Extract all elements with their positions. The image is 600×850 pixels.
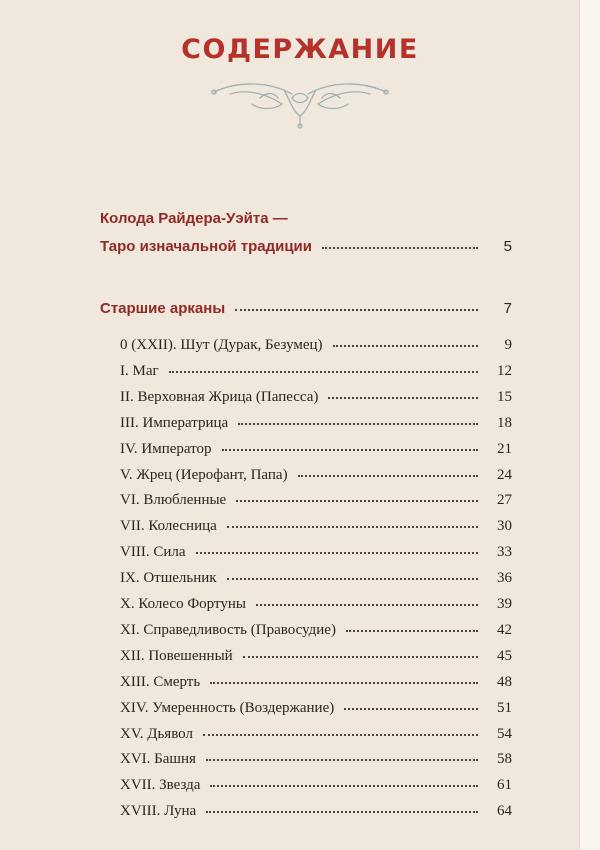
dot-leader bbox=[227, 525, 478, 528]
toc-entry-label: X. Колесо Фортуны bbox=[120, 596, 246, 612]
toc-entry-label: VIII. Сила bbox=[120, 544, 186, 561]
toc-entry-label: I. Маг bbox=[120, 362, 159, 379]
page-number: 9 bbox=[504, 337, 512, 353]
toc-entry-label: 0 (XXII). Шут (Дурак, Безумец) bbox=[120, 337, 323, 353]
toc-entry-label: XI. Справедливость (Правосудие) bbox=[120, 621, 336, 638]
dot-leader bbox=[210, 784, 478, 787]
dot-leader bbox=[346, 629, 478, 632]
toc-entry-label: XVIII. Луна bbox=[120, 803, 197, 820]
toc-entry[interactable] bbox=[120, 777, 512, 794]
toc-entry-label: III. Императрица bbox=[120, 414, 229, 431]
toc-entry-label: V. Жрец (Иерофант, Папа) bbox=[120, 466, 288, 483]
page-number: 58 bbox=[497, 751, 512, 768]
page-number: 61 bbox=[497, 777, 512, 794]
toc-section-major-arcana[interactable] bbox=[100, 300, 512, 317]
page-title: СОДЕРЖАНИЕ bbox=[181, 34, 419, 65]
page-number: 33 bbox=[497, 544, 512, 561]
page-number: 21 bbox=[497, 440, 512, 457]
dot-leader bbox=[243, 655, 478, 658]
page-number: 36 bbox=[497, 570, 512, 587]
toc-entry-label: II. Верховная Жрица (Папесса) bbox=[120, 388, 319, 405]
toc-entry-label: XIV. Умеренность (Воздержание) bbox=[120, 699, 335, 716]
toc-entry[interactable] bbox=[120, 751, 512, 768]
page-number: 42 bbox=[497, 621, 512, 638]
toc-entry[interactable] bbox=[120, 648, 512, 665]
section-title-line1: Колода Райдера-Уэйта — bbox=[100, 210, 288, 227]
page-number: 15 bbox=[497, 388, 512, 405]
toc-entry[interactable] bbox=[120, 492, 512, 509]
page-number: 24 bbox=[497, 466, 512, 483]
page-number: 12 bbox=[497, 362, 512, 379]
dot-leader bbox=[196, 551, 479, 554]
page-number: 48 bbox=[497, 673, 512, 690]
dot-leader bbox=[344, 707, 478, 710]
toc-entry[interactable] bbox=[120, 467, 512, 484]
dot-leader bbox=[328, 396, 478, 399]
toc-entry[interactable] bbox=[120, 441, 512, 458]
toc-entry-label: XVII. Звезда bbox=[120, 777, 201, 794]
dot-leader bbox=[236, 499, 478, 502]
page-number: 27 bbox=[497, 492, 512, 509]
toc-entry-label: XIII. Смерть bbox=[120, 673, 201, 690]
dot-leader bbox=[235, 308, 478, 311]
dot-leader bbox=[256, 603, 478, 606]
toc-entry[interactable] bbox=[120, 518, 512, 535]
toc-entry[interactable] bbox=[120, 622, 512, 639]
dot-leader bbox=[210, 681, 478, 684]
page-number: 39 bbox=[497, 596, 512, 612]
page-number: 64 bbox=[497, 803, 512, 820]
toc-entry[interactable] bbox=[120, 726, 512, 743]
toc-entry[interactable] bbox=[120, 570, 512, 587]
page-number: 30 bbox=[497, 518, 512, 535]
page-edge bbox=[579, 0, 600, 850]
toc-entry[interactable] bbox=[120, 415, 512, 432]
toc-entry[interactable] bbox=[120, 363, 512, 380]
toc-entry-label: XV. Дьявол bbox=[120, 725, 193, 742]
ornament-icon bbox=[200, 70, 400, 130]
toc-entry-label: IX. Отшельник bbox=[120, 570, 217, 587]
page-number: 7 bbox=[503, 300, 512, 317]
page-number: 54 bbox=[497, 725, 512, 742]
toc-entry-label: VI. Влюбленные bbox=[120, 492, 227, 509]
page-number: 18 bbox=[497, 414, 512, 431]
dot-leader bbox=[298, 474, 478, 477]
dot-leader bbox=[203, 733, 478, 736]
dot-leader bbox=[227, 577, 478, 580]
toc-entry[interactable] bbox=[120, 674, 512, 691]
dot-leader bbox=[238, 422, 478, 425]
section-title-line2: Таро изначальной традиции bbox=[100, 238, 312, 255]
page-number: 5 bbox=[503, 238, 512, 255]
toc-entry[interactable] bbox=[120, 803, 512, 820]
dot-leader bbox=[206, 810, 478, 813]
dot-leader bbox=[169, 370, 478, 373]
toc-entry-label: XII. Повешенный bbox=[120, 647, 233, 664]
toc-entry-label: XVI. Башня bbox=[120, 751, 196, 768]
toc-section-rider-waite[interactable] bbox=[100, 210, 512, 255]
dot-leader bbox=[322, 246, 478, 249]
page-number: 51 bbox=[497, 699, 512, 716]
toc-entry-label: IV. Император bbox=[120, 440, 212, 457]
toc-entry[interactable] bbox=[120, 544, 512, 561]
section-title: Старшие арканы bbox=[100, 300, 226, 317]
dot-leader bbox=[333, 344, 478, 347]
toc-entry[interactable] bbox=[120, 596, 512, 613]
toc-entry-label: VII. Колесница bbox=[120, 518, 217, 535]
page-number: 45 bbox=[497, 647, 512, 664]
toc-entry[interactable] bbox=[120, 700, 512, 717]
toc-entry[interactable] bbox=[120, 389, 512, 406]
dot-leader bbox=[222, 448, 478, 451]
dot-leader bbox=[206, 758, 478, 761]
toc-entry[interactable] bbox=[120, 337, 512, 354]
